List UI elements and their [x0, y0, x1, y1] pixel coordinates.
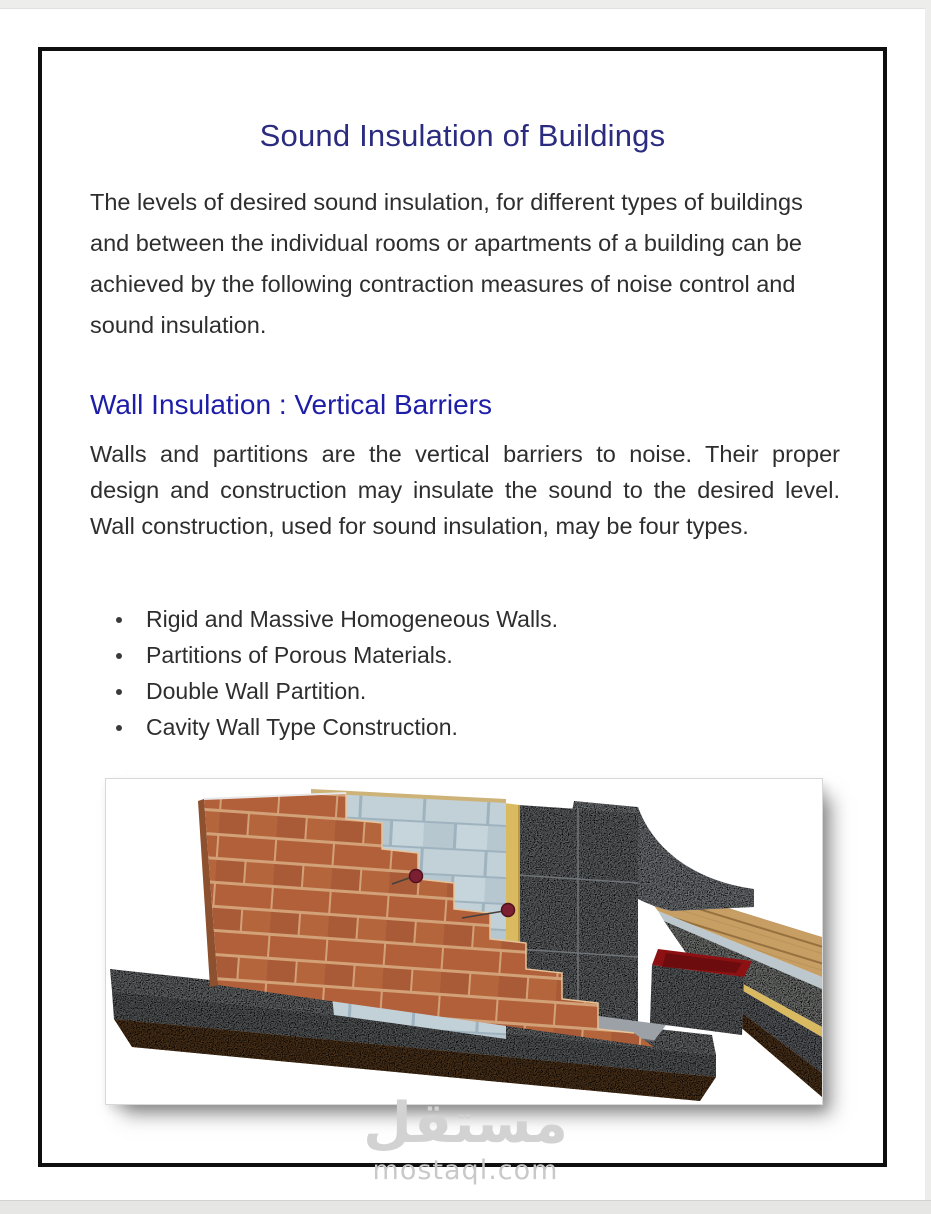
bullet-item: Partitions of Porous Materials.	[108, 637, 808, 673]
bullet-list	[108, 601, 808, 745]
page-edge-right	[925, 0, 931, 1214]
section-heading: Wall Insulation : Vertical Barriers	[90, 389, 492, 420]
cavity-closer-block	[650, 949, 752, 1035]
watermark-site-url: mostaql.com	[372, 1155, 559, 1186]
bullet-item: Cavity Wall Type Construction.	[108, 709, 808, 745]
page-edge-top	[0, 0, 931, 9]
bullet-item: Double Wall Partition.	[108, 673, 808, 709]
wall-construction-figure	[105, 778, 823, 1105]
bullet-item: Rigid and Massive Homogeneous Walls.	[108, 601, 808, 637]
intro-paragraph: The levels of desired sound insulation, for different types of buildings and between the individual rooms or apartments of a building can be achieved by the following contraction measures of noise control and sound insulation.	[90, 189, 803, 338]
page-edge-bottom	[0, 1200, 931, 1214]
section-paragraph: Walls and partitions are the vertical barriers to noise. Their proper design and construction may insulate the sound to the desired level. Wall construction, used for sound insulation, may be four types.	[90, 441, 840, 539]
wall-construction-illustration	[106, 779, 822, 1104]
watermark-logo: مستقل	[363, 1091, 568, 1156]
page-title: Sound Insulation of Buildings	[259, 118, 666, 153]
